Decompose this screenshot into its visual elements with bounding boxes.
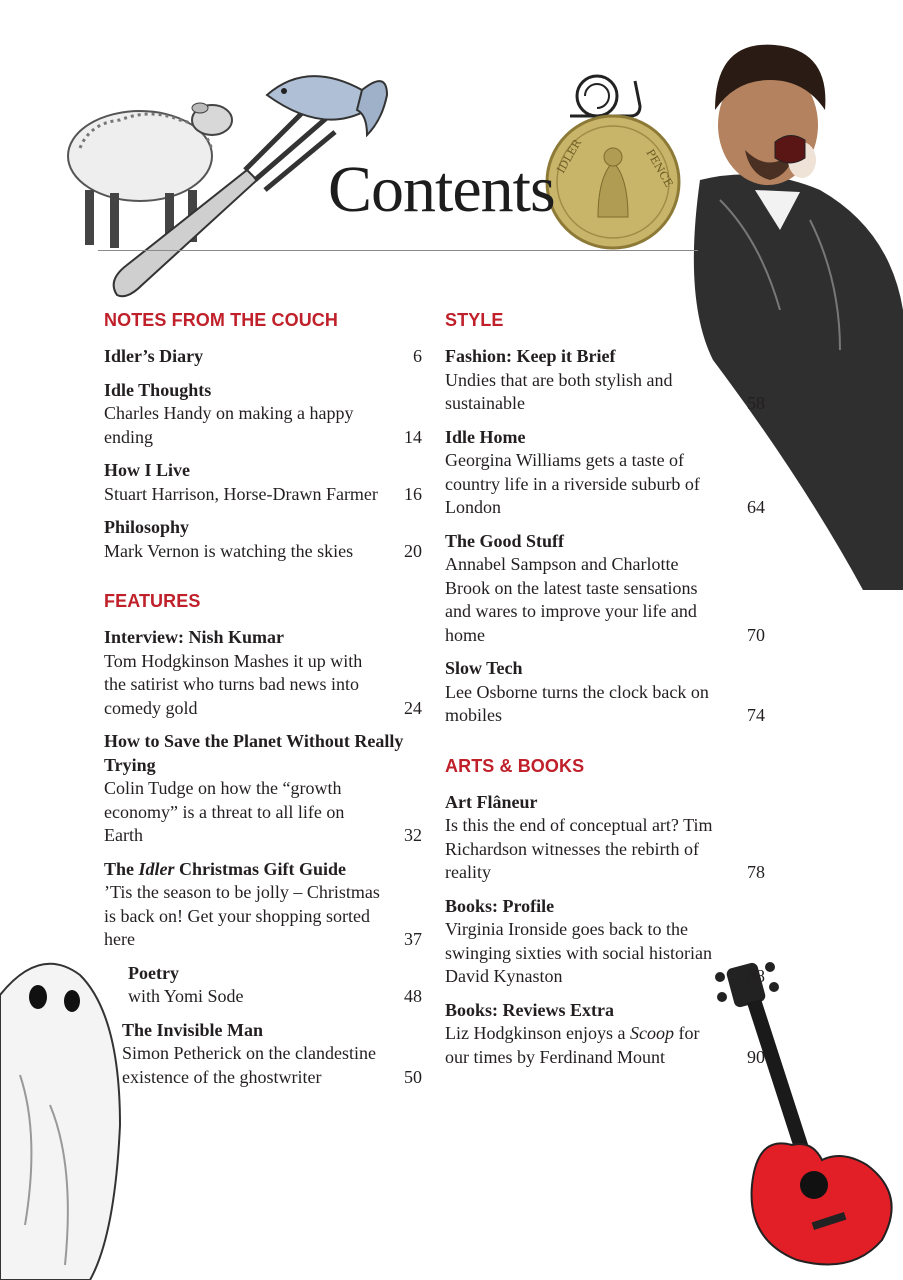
entry-title	[104, 858, 422, 882]
entry-description: Charles Handy on making a happy ending	[104, 403, 354, 447]
section-heading-arts-and-books: ARTS & BOOKS	[445, 755, 585, 776]
entry-description: Lee Osborne turns the clock back on mobiles	[445, 681, 709, 725]
page-number: 70	[747, 624, 765, 645]
entry-desc-em: Scoop	[629, 1023, 674, 1043]
coin-text-right: PENCE	[643, 147, 676, 190]
entry-description: Virginia Ironside goes back to the swinging sixties with social historian David Kynaston	[445, 919, 712, 986]
entry-title: Art Flâneur	[445, 791, 538, 812]
entry-description: with Yomi Sode	[128, 986, 244, 1006]
page-title: Contents	[328, 153, 555, 226]
section-heading-features: FEATURES	[104, 591, 201, 611]
coin-text-left: IDLER	[554, 137, 584, 176]
section-heading-style: STYLE	[445, 310, 504, 330]
title-rule	[98, 250, 698, 251]
entry-title: Poetry	[128, 962, 179, 983]
page-number: 14	[404, 426, 422, 447]
entry-title: Books: Profile	[445, 895, 555, 916]
entry-description: Stuart Harrison, Horse-Drawn Farmer	[104, 483, 378, 504]
contents-entry-interview-nish-kumar	[104, 626, 422, 720]
page-number: 37	[404, 929, 422, 949]
page-number: 6	[413, 346, 422, 366]
entry-title: The Invisible Man	[122, 1019, 264, 1040]
entry-title-em: Idler	[138, 858, 175, 879]
entry-title: Books: Reviews Extra	[445, 999, 614, 1020]
page-number: 90	[747, 1046, 765, 1067]
page-number: 32	[404, 825, 422, 845]
entry-description: Georgina Williams gets a taste of country life in a riverside suburb of London	[445, 450, 700, 517]
contents-entry-the-invisible-man	[122, 1019, 422, 1090]
entry-title: Idle Home	[445, 426, 526, 447]
entry-title: Idle Thoughts	[104, 379, 212, 400]
entry-description: Simon Petherick on the clandestine existence of the ghostwriter	[122, 1043, 376, 1087]
page-number: 58	[747, 393, 765, 413]
contents-entry-christmas-gift-guide	[104, 858, 422, 952]
contents-left-column	[104, 310, 422, 1099]
contents-entry-idle-thoughts	[104, 379, 422, 450]
entry-description	[445, 1022, 765, 1069]
entry-description: Annabel Sampson and Charlotte Brook on the latest taste sensations and wares to improve your life and home	[445, 554, 698, 645]
contents-entry-idle-home	[445, 426, 765, 520]
contents-entry-the-good-stuff	[445, 530, 765, 648]
page-number: 24	[404, 697, 422, 718]
contents-entry-books-reviews-extra	[445, 999, 765, 1070]
fish-illustration	[262, 55, 392, 155]
contents-entry-books-profile	[445, 895, 765, 989]
entry-title-post: Christmas Gift Guide	[174, 858, 347, 879]
entry-title: Philosophy	[104, 517, 190, 537]
contents-right-column	[445, 310, 765, 1079]
contents-entry-slow-tech	[445, 657, 765, 728]
entry-description: Undies that are both stylish and sustainable	[445, 369, 673, 413]
contents-entry-art-flaneur	[445, 791, 765, 885]
entry-title-pre: The	[104, 858, 139, 879]
contents-entry-how-i-live	[104, 459, 422, 506]
page-number: 48	[404, 986, 422, 1006]
section-heading-notes-from-the-couch: NOTES FROM THE COUCH	[104, 310, 338, 330]
page-number: 50	[404, 1066, 422, 1087]
contents-entry-poetry	[128, 962, 422, 1009]
entry-title: Idler’s Diary	[104, 346, 204, 366]
entry-description: ’Tis the season to be jolly – Christmas is back on! Get your shopping sorted here	[104, 882, 380, 949]
contents-entry-idlers-diary	[104, 345, 422, 369]
contents-entry-fashion	[445, 345, 765, 416]
page-number: 74	[747, 705, 765, 725]
entry-title: How I Live	[104, 460, 191, 480]
entry-title: The Good Stuff	[445, 530, 565, 551]
entry-title: How to Save the Planet Without Really Trying	[104, 731, 404, 775]
contents-entry-philosophy	[104, 516, 422, 563]
entry-title: Fashion: Keep it Brief	[445, 346, 616, 366]
entry-description: Is this the end of conceptual art? Tim Richardson witnesses the rebirth of reality	[445, 815, 713, 882]
page-number: 64	[747, 497, 765, 517]
entry-description: Mark Vernon is watching the skies	[104, 540, 354, 561]
page-number: 88	[747, 966, 765, 986]
entry-description: Tom Hodgkinson Mashes it up with the satirist who turns bad news into comedy gold	[104, 650, 363, 718]
entry-title: Interview: Nish Kumar	[104, 627, 284, 647]
entry-title: Slow Tech	[445, 658, 523, 678]
entry-desc-post: for our times by Ferdinand Mount	[445, 1023, 700, 1067]
page-number: 78	[747, 862, 765, 882]
page-number: 20	[404, 540, 422, 561]
contents-entry-save-the-planet	[104, 730, 422, 848]
entry-description: Colin Tudge on how the “growth economy” is a threat to all life on Earth	[104, 778, 345, 845]
page-number: 16	[404, 483, 422, 504]
entry-desc-pre: Liz Hodgkinson enjoys a	[445, 1023, 630, 1043]
